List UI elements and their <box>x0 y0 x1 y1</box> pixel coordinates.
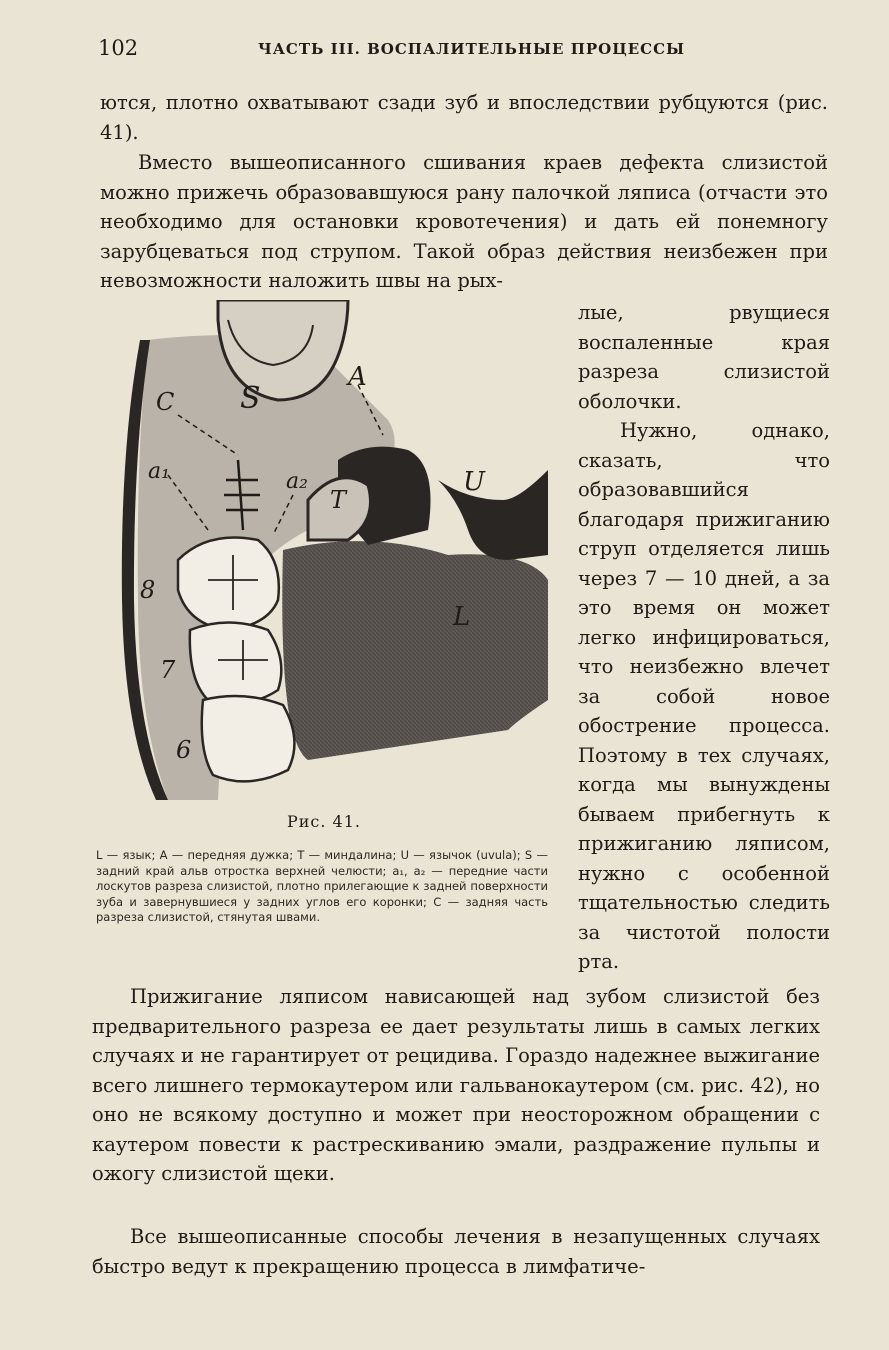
tongue <box>282 541 548 760</box>
label-a1: a₁ <box>148 459 170 484</box>
oral-cavity-drawing <box>108 300 558 805</box>
label-7: 7 <box>160 656 176 684</box>
paragraph-5: Прижигание ляписом нависающей над зубом слизистой без предварительного разреза ее дает результаты лишь в самых легких случаях и не гарантирует от рецидива. Гораздо надежнее выжигание всего лишнего термокаутером или гальванокаутером (см. рис. 42), но оно не всякому доступно и может при неосторожном обращении с каутером повести к растрескиванию эмали, раздражение пульпы и ожогу слизистой щеки. <box>92 985 820 1185</box>
paragraph-2: Вместо вышеописанного сшивания краев дефекта слизистой можно прижечь образовавшуюся рану палочкой ляписа (отчасти это необходимо для остановки кровотечения) и дать ей понемногу зарубцеваться под струпом. Такой образ действия неизбежен при невозможности наложить швы на рых- <box>100 151 828 292</box>
figure-legend: L — язык; A — передняя дужка; T — миндалина; U — язычок (uvula); S — задний край альв отростка верхней челюсти; a₁, a₂ — передние части лоскутов разреза слизистой, плотно прилегающие к задней поверхности зуба и завернувшиеся у задних углов его коронки; C — задняя часть разреза слизистой, стянутая швами. <box>96 848 548 924</box>
label-T: T <box>330 486 347 514</box>
page-number: 102 <box>98 36 139 60</box>
label-L: L <box>453 602 471 632</box>
label-6: 6 <box>176 736 192 764</box>
figure-caption: Рис. 41. <box>286 812 361 831</box>
running-head: ЧАСТЬ III. ВОСПАЛИТЕЛЬНЫЕ ПРОЦЕССЫ <box>258 40 686 58</box>
label-a2: a₂ <box>286 469 308 494</box>
label-U: U <box>463 467 485 497</box>
molar-8 <box>178 538 279 631</box>
right-column-text <box>578 298 830 977</box>
figure-41-illustration <box>108 300 558 805</box>
page-header <box>98 36 828 62</box>
label-A: A <box>348 362 367 392</box>
label-S: S <box>240 381 261 416</box>
uvula-region <box>438 470 548 560</box>
paragraph-1: ются, плотно охватывают сзади зуб и впоследствии рубцуются (рис. 41). <box>100 91 828 144</box>
paragraph-6: Все вышеописанные способы лечения в незапущенных случаях быстро ведут к прекращению процесса в лимфатиче- <box>92 1225 820 1278</box>
label-8: 8 <box>140 576 156 604</box>
molar-7 <box>190 623 282 704</box>
paragraph-3: лые, рвущиеся воспаленные края разреза слизистой оболочки. <box>578 301 830 413</box>
molar-6 <box>202 696 295 781</box>
label-C: C <box>156 388 175 416</box>
paragraph-4: Нужно, однако, сказать, что образовавшийся благодаря прижиганию струп отделяется лишь через 7 — 10 дней, а за это время он может легко инфицироваться, что неизбежно влечет за собой новое обострение процесса. Поэтому в тех случаях, когда мы вынуждены бываем прибегнуть к прижиганию ляписом, нужно с особенной тщательностью следить за чистотой полости рта. <box>578 419 830 973</box>
